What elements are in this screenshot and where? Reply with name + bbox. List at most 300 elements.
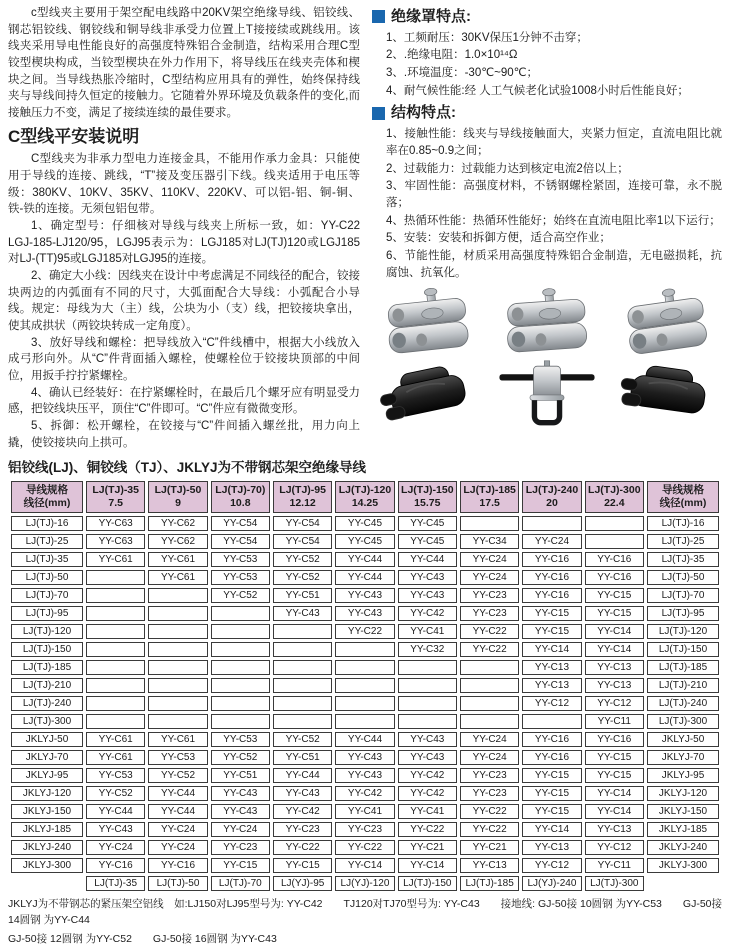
model-cell: YY-C63 [86, 516, 145, 531]
row-label: JKLYJ-150 [647, 804, 719, 819]
model-cell: YY-C54 [211, 516, 270, 531]
row-label: LJ(TJ)-16 [647, 516, 719, 531]
model-cell: YY-C23 [460, 786, 519, 801]
row-label: LJ(TJ)-35 [647, 552, 719, 567]
install-paragraph: 5、拆御：松开螺栓，在铰接与“C”件间插入螺丝批，用力向上撬，使铰接块向上拱可。 [8, 420, 360, 449]
model-cell: YY-C12 [522, 858, 581, 873]
footer-column-label: LJ(TJ)-70 [211, 876, 270, 891]
model-cell: YY-C24 [460, 570, 519, 585]
row-label: LJ(TJ)-120 [647, 624, 719, 639]
model-cell: YY-C13 [460, 858, 519, 873]
model-cell: YY-C42 [273, 804, 332, 819]
model-cell: YY-C14 [585, 624, 644, 639]
model-cell [86, 588, 145, 603]
table-row [11, 516, 719, 531]
model-cell: YY-C15 [522, 768, 581, 783]
row-label: LJ(TJ)-185 [647, 660, 719, 675]
model-cell: YY-C61 [148, 732, 207, 747]
model-cell [335, 642, 394, 657]
model-cell [398, 660, 457, 675]
structure-features-title [372, 102, 722, 124]
model-cell: YY-C53 [211, 570, 270, 585]
model-cell: YY-C15 [522, 624, 581, 639]
table-row [11, 552, 719, 567]
model-cell: YY-C42 [398, 786, 457, 801]
table-row [11, 534, 719, 549]
feature-item: 3、.环境温度：-30℃~90℃； [386, 67, 539, 80]
model-cell [148, 696, 207, 711]
model-cell: YY-C22 [335, 840, 394, 855]
table-row [11, 606, 719, 621]
model-cell: YY-C15 [273, 858, 332, 873]
model-cell: YY-C51 [273, 750, 332, 765]
model-cell: YY-C15 [522, 804, 581, 819]
table-row [11, 750, 719, 765]
model-cell: YY-C14 [585, 804, 644, 819]
insulation-features-title [372, 6, 722, 28]
install-heading: C型线平安装说明 [8, 126, 140, 146]
model-cell: YY-C51 [211, 768, 270, 783]
model-cell [398, 696, 457, 711]
row-label: LJ(TJ)-25 [11, 534, 83, 549]
model-cell: YY-C15 [585, 588, 644, 603]
model-cell [522, 516, 581, 531]
table-header-row [11, 481, 719, 513]
model-cell: YY-C14 [585, 642, 644, 657]
model-cell: YY-C43 [398, 588, 457, 603]
model-cell: YY-C22 [460, 642, 519, 657]
model-cell: YY-C16 [522, 552, 581, 567]
model-cell: YY-C52 [273, 552, 332, 567]
model-cell: YY-C24 [148, 822, 207, 837]
model-cell: YY-C53 [211, 732, 270, 747]
model-cell: YY-C62 [148, 516, 207, 531]
model-cell: YY-C24 [211, 822, 270, 837]
model-cell: YY-C32 [398, 642, 457, 657]
model-cell [211, 678, 270, 693]
row-label: LJ(TJ)-300 [11, 714, 83, 729]
model-cell [86, 714, 145, 729]
row-label: LJ(TJ)-300 [647, 714, 719, 729]
model-cell [86, 570, 145, 585]
model-cell: YY-C53 [148, 750, 207, 765]
row-label: LJ(TJ)-240 [11, 696, 83, 711]
row-label: LJ(TJ)-240 [647, 696, 719, 711]
row-label: JKLYJ-300 [647, 858, 719, 873]
model-cell [398, 678, 457, 693]
model-cell: YY-C54 [273, 534, 332, 549]
model-cell: YY-C54 [211, 534, 270, 549]
model-cell: YY-C63 [86, 534, 145, 549]
footer-column-label: LJ(TJ)-50 [148, 876, 207, 891]
model-cell: YY-C53 [86, 768, 145, 783]
left-column [8, 5, 360, 451]
table-row [11, 714, 719, 729]
model-cell [460, 714, 519, 729]
model-cell: YY-C62 [148, 534, 207, 549]
footer-column-label: LJ(YJ)-95 [273, 876, 332, 891]
model-cell: YY-C44 [335, 552, 394, 567]
model-cell [460, 678, 519, 693]
footer-column-label: LJ(YJ)-240 [522, 876, 581, 891]
feature-item: 1、接触性能：线夹与导线接触面大，夹紧力恒定，直流电阻比就率在0.85~0.9之间； [386, 128, 722, 157]
model-cell [148, 624, 207, 639]
model-cell: YY-C16 [86, 858, 145, 873]
model-cell: YY-C45 [398, 516, 457, 531]
model-cell: YY-C43 [273, 786, 332, 801]
model-cell [148, 642, 207, 657]
model-cell [211, 696, 270, 711]
corner-header: 导线规格 线径(mm) [647, 481, 719, 513]
model-cell: YY-C13 [522, 840, 581, 855]
model-cell [211, 624, 270, 639]
row-label: JKLYJ-70 [647, 750, 719, 765]
blue-square-icon [372, 10, 385, 23]
model-cell: YY-C44 [398, 552, 457, 567]
insulation-features-label: 绝缘罩特点: [391, 8, 471, 25]
model-cell: YY-C14 [335, 858, 394, 873]
model-cell: YY-C22 [460, 804, 519, 819]
footnote-line-1: JKLYJ为不带钢芯的紧压架空铝线 如:LJ150对LJ95型号为: YY-C42 TJ120对TJ70型号为: YY-C43 接地线: GJ-50接 10圆钢 为YY-C53 GJ-50接 14圆钢 为YY-C44 [8, 898, 725, 927]
structure-features-list [372, 126, 722, 281]
model-cell: YY-C11 [585, 714, 644, 729]
model-cell: YY-C23 [335, 822, 394, 837]
insulation-features-list [372, 30, 722, 100]
row-label: JKLYJ-240 [11, 840, 83, 855]
table-caption: 铝铰线(LJ)、铜铰线（TJ）、JKLYJ为不带钢芯架空绝缘导线 [8, 460, 367, 476]
feature-item: 4、耐气候性能:经 人工气候老化试验1008小时后性能良好； [386, 84, 689, 97]
model-cell: YY-C61 [86, 750, 145, 765]
feature-item: 6、节能性能，材质采用高强度特殊铝合金制造，无电磁损耗，抗腐蚀、抗氧化。 [386, 249, 722, 279]
table-footer-row [11, 876, 719, 891]
model-cell [335, 714, 394, 729]
model-cell: YY-C16 [522, 732, 581, 747]
model-cell: YY-C12 [585, 696, 644, 711]
footer-column-label: LJ(TJ)-185 [460, 876, 519, 891]
model-cell [335, 696, 394, 711]
row-label: LJ(TJ)-50 [647, 570, 719, 585]
table-row [11, 624, 719, 639]
model-cell: YY-C43 [398, 732, 457, 747]
model-cell: YY-C41 [335, 804, 394, 819]
install-paragraph: 1、确定型号：仔细核对导线与线夹上所标一致，如：YY-C22 LGJ-185-LJ120/95，LGJ95表示为：LGJ185对LJ(TJ)120或LGJ185对LJ-(TT)95或LGJ185对LGJ95的连接。 [8, 220, 360, 266]
model-cell [273, 678, 332, 693]
row-label: LJ(TJ)-210 [647, 678, 719, 693]
model-cell: YY-C22 [273, 840, 332, 855]
row-label: LJ(TJ)-210 [11, 678, 83, 693]
table-row [11, 570, 719, 585]
column-header: LJ(TJ)-70) 10.8 [211, 481, 270, 513]
model-cell: YY-C14 [398, 858, 457, 873]
model-cell: YY-C44 [86, 804, 145, 819]
model-cell [211, 642, 270, 657]
table-row [11, 858, 719, 873]
feature-item: 1、工频耐压：30KV保压1分钟不击穿； [386, 31, 588, 44]
model-cell [273, 714, 332, 729]
model-cell: YY-C44 [273, 768, 332, 783]
model-cell: YY-C15 [211, 858, 270, 873]
model-cell: YY-C21 [460, 840, 519, 855]
column-header: LJ(TJ)-50 9 [148, 481, 207, 513]
model-cell: YY-C41 [398, 804, 457, 819]
row-label: JKLYJ-95 [647, 768, 719, 783]
column-header: LJ(TJ)-35 7.5 [86, 481, 145, 513]
table-row [11, 660, 719, 675]
structure-features-label: 结构特点: [391, 104, 456, 122]
insulated-cover-photo-1 [372, 359, 485, 429]
row-label: LJ(TJ)-150 [11, 642, 83, 657]
table-row [11, 732, 719, 747]
clamp-photo-3 [609, 287, 722, 357]
model-cell: YY-C16 [585, 552, 644, 567]
model-cell: YY-C44 [148, 804, 207, 819]
row-label: JKLYJ-50 [11, 732, 83, 747]
model-cell: YY-C42 [335, 786, 394, 801]
row-label: JKLYJ-185 [647, 822, 719, 837]
row-label: LJ(TJ)-16 [11, 516, 83, 531]
model-cell [86, 624, 145, 639]
table-row [11, 786, 719, 801]
model-cell: YY-C43 [335, 606, 394, 621]
model-cell: YY-C14 [522, 822, 581, 837]
model-cell: YY-C52 [211, 750, 270, 765]
table-row [11, 588, 719, 603]
feature-item: 4、热循环性能：热循环性能好；始终在直流电阻比率1以下运行； [386, 214, 721, 227]
model-cell: YY-C51 [273, 588, 332, 603]
model-cell [522, 714, 581, 729]
model-cell: YY-C21 [398, 840, 457, 855]
table-row [11, 768, 719, 783]
model-cell: YY-C24 [460, 552, 519, 567]
row-label: LJ(TJ)-120 [11, 624, 83, 639]
model-cell [398, 714, 457, 729]
row-label: JKLYJ-70 [11, 750, 83, 765]
model-cell: YY-C24 [148, 840, 207, 855]
model-cell: YY-C43 [335, 768, 394, 783]
model-cell: YY-C52 [211, 588, 270, 603]
install-paragraph: 3、放好导线和螺栓：把导线放入“C”件线槽中，根据大小线放入成弓形向外。从“C”件背面插入螺栓，使螺栓位于铰接块顶部的中间位，用扳手拧拧紧螺栓。 [8, 336, 360, 383]
column-header: LJ(TJ)-120 14.25 [335, 481, 394, 513]
clamp-selection-table [8, 478, 722, 894]
model-cell: YY-C52 [86, 786, 145, 801]
column-header: LJ(TJ)-300 22.4 [585, 481, 644, 513]
model-cell [86, 660, 145, 675]
row-label: JKLYJ-50 [647, 732, 719, 747]
model-cell [86, 642, 145, 657]
model-cell: YY-C13 [585, 678, 644, 693]
model-cell: YY-C15 [585, 768, 644, 783]
table-row [11, 678, 719, 693]
model-cell: YY-C44 [335, 570, 394, 585]
model-cell [148, 606, 207, 621]
model-cell: YY-C16 [522, 570, 581, 585]
footer-column-label: LJ(TJ)-300 [585, 876, 644, 891]
clamp-on-wire-photo [491, 359, 604, 429]
model-cell [148, 714, 207, 729]
model-cell: YY-C24 [86, 840, 145, 855]
model-cell [86, 696, 145, 711]
model-cell [86, 678, 145, 693]
model-cell [273, 642, 332, 657]
model-cell: YY-C24 [460, 732, 519, 747]
intro-paragraph: c型线夹主要用于架空配电线路中20KV架空绝缘导线、铝铰线、钢芯铝铰线、钢铰线和铜导线非承受力位置上T接接续或跳线用。该线夹采用导电性能良好的高强度特殊铝合金制造，结构采用合理C型铰型楔块构成，当铰型楔块在外力作用下，将导线压在线夹壳体和楔块之间。当导线热胀冷缩时，C型结构应用具有的弹性，始终保持线夹与导线间持久恒定的接触力。它随着外界环境及负载条件的变化,而接触压力不变，满足了接续连续的最佳要求。 [8, 7, 360, 120]
table-row [11, 840, 719, 855]
model-cell: YY-C23 [211, 840, 270, 855]
model-cell: YY-C34 [460, 534, 519, 549]
insulated-cover-photo-2 [609, 359, 722, 429]
model-cell: YY-C22 [460, 624, 519, 639]
model-cell: YY-C52 [148, 768, 207, 783]
model-cell: YY-C61 [148, 570, 207, 585]
model-cell: YY-C12 [585, 840, 644, 855]
model-cell: YY-C24 [522, 534, 581, 549]
model-cell: YY-C43 [398, 750, 457, 765]
model-cell: YY-C13 [522, 660, 581, 675]
column-header: LJ(TJ)-185 17.5 [460, 481, 519, 513]
model-cell: YY-C23 [273, 822, 332, 837]
model-cell: YY-C23 [460, 606, 519, 621]
model-cell: YY-C43 [211, 804, 270, 819]
model-cell [460, 660, 519, 675]
model-cell [273, 696, 332, 711]
install-paragraph: 4、确认已经装好：在拧紧螺栓时，在最后几个螺牙应有明显受力感，把铰线块压平，顶住“C”件即可。“C”件应有微微变形。 [8, 386, 360, 416]
model-cell: YY-C15 [585, 606, 644, 621]
model-cell: YY-C43 [398, 570, 457, 585]
model-cell: YY-C61 [86, 732, 145, 747]
model-cell: YY-C43 [335, 588, 394, 603]
row-label: LJ(TJ)-70 [647, 588, 719, 603]
row-label: LJ(TJ)-185 [11, 660, 83, 675]
row-label: LJ(TJ)-150 [647, 642, 719, 657]
model-cell: YY-C14 [585, 786, 644, 801]
row-label: LJ(TJ)-50 [11, 570, 83, 585]
table-row [11, 822, 719, 837]
model-cell: YY-C16 [585, 570, 644, 585]
row-label: LJ(TJ)-70 [11, 588, 83, 603]
model-cell: YY-C22 [460, 822, 519, 837]
model-cell [211, 606, 270, 621]
top-section [8, 5, 722, 451]
model-cell: YY-C15 [522, 786, 581, 801]
model-cell: YY-C45 [335, 516, 394, 531]
model-cell: YY-C43 [273, 606, 332, 621]
model-cell: YY-C44 [148, 786, 207, 801]
model-cell [585, 516, 644, 531]
row-label: LJ(TJ)-95 [647, 606, 719, 621]
table-row [11, 696, 719, 711]
model-cell [211, 660, 270, 675]
model-cell [335, 678, 394, 693]
model-cell: YY-C14 [522, 642, 581, 657]
model-cell: YY-C13 [522, 678, 581, 693]
model-cell [460, 696, 519, 711]
footer-column-label: LJ(YJ)-120 [335, 876, 394, 891]
model-cell [86, 606, 145, 621]
model-cell: YY-C43 [211, 786, 270, 801]
model-cell: YY-C16 [585, 732, 644, 747]
row-label: LJ(TJ)-95 [11, 606, 83, 621]
model-cell [211, 714, 270, 729]
model-cell: YY-C22 [335, 624, 394, 639]
right-column [372, 5, 722, 451]
model-cell: YY-C45 [335, 534, 394, 549]
row-label: JKLYJ-150 [11, 804, 83, 819]
column-header: LJ(TJ)-240 20 [522, 481, 581, 513]
footer-blank [11, 876, 83, 891]
model-cell [460, 516, 519, 531]
feature-item: 5、安装：安装和拆御方便，适合高空作业； [386, 232, 611, 245]
column-header: LJ(TJ)-95 12.12 [273, 481, 332, 513]
model-cell: YY-C61 [148, 552, 207, 567]
column-header: LJ(TJ)-150 15.75 [398, 481, 457, 513]
product-photos [372, 287, 722, 429]
row-label: LJ(TJ)-25 [647, 534, 719, 549]
model-cell [585, 534, 644, 549]
row-label: JKLYJ-240 [647, 840, 719, 855]
footer-column-label: LJ(TJ)-35 [86, 876, 145, 891]
model-cell: YY-C23 [460, 588, 519, 603]
footer-blank [647, 876, 719, 891]
model-cell [148, 588, 207, 603]
model-cell [335, 660, 394, 675]
model-cell: YY-C16 [522, 588, 581, 603]
footnote-line-2: GJ-50接 12圆钢 为YY-C52 GJ-50接 16圆钢 为YY-C43 [8, 932, 277, 945]
row-label: LJ(TJ)-35 [11, 552, 83, 567]
model-cell: YY-C13 [585, 660, 644, 675]
model-cell: YY-C13 [585, 822, 644, 837]
model-cell: YY-C15 [522, 606, 581, 621]
model-cell: YY-C15 [585, 750, 644, 765]
model-cell: YY-C54 [273, 516, 332, 531]
row-label: JKLYJ-300 [11, 858, 83, 873]
model-cell: YY-C23 [460, 768, 519, 783]
model-cell: YY-C61 [86, 552, 145, 567]
model-cell: YY-C52 [273, 732, 332, 747]
model-cell: YY-C43 [86, 822, 145, 837]
table-row [11, 642, 719, 657]
footer-column-label: LJ(TJ)-150 [398, 876, 457, 891]
model-cell: YY-C44 [335, 732, 394, 747]
row-label: JKLYJ-185 [11, 822, 83, 837]
row-label: JKLYJ-120 [11, 786, 83, 801]
model-cell: YY-C45 [398, 534, 457, 549]
model-cell [273, 660, 332, 675]
model-cell: YY-C16 [522, 750, 581, 765]
model-cell: YY-C53 [211, 552, 270, 567]
install-paragraph: C型线夹为非承力型电力连接金具，不能用作承力金具：只能使用于导线的连接、跳线，“T”接及变压器引下线。线夹适用于电压等级：380KV、10KV、35KV、110KV、220KV、可以铝-铝、铜-铜、铁-铁的连接。无须包铝包带。 [8, 153, 360, 216]
blue-square-icon [372, 107, 385, 120]
row-label: JKLYJ-95 [11, 768, 83, 783]
model-cell: YY-C24 [460, 750, 519, 765]
model-cell: YY-C52 [273, 570, 332, 585]
row-label: JKLYJ-120 [647, 786, 719, 801]
model-cell: YY-C11 [585, 858, 644, 873]
feature-item: 2、过载能力：过载能力达到核定电流2倍以上； [386, 162, 629, 175]
model-cell: YY-C12 [522, 696, 581, 711]
model-cell: YY-C16 [148, 858, 207, 873]
model-cell: YY-C42 [398, 768, 457, 783]
model-cell: YY-C43 [335, 750, 394, 765]
model-cell: YY-C22 [398, 822, 457, 837]
model-cell: YY-C42 [398, 606, 457, 621]
model-cell: YY-C41 [398, 624, 457, 639]
model-cell [273, 624, 332, 639]
table-row [11, 804, 719, 819]
corner-header: 导线规格 线径(mm) [11, 481, 83, 513]
clamp-photo-1 [372, 287, 485, 357]
feature-item: 2、.绝缘电阻：1.0×10¹⁴Ω [386, 49, 518, 62]
feature-item: 3、牢固性能：高强度材料，不锈钢螺栓紧固，连接可靠，永不脱落； [386, 180, 722, 209]
